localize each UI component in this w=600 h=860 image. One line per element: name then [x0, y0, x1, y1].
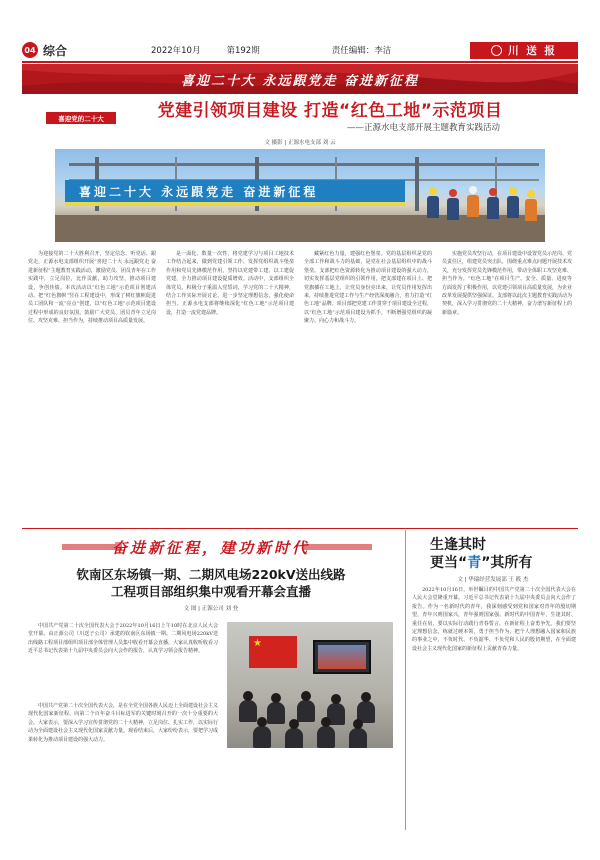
article1-text: 实施党员攻坚行动，在项目建设中设置党员示范岗、党员责任区，组建党员突击队，围绕重点难点问题开展技术攻关，充分发挥党员先锋模范作用，带动全体职工攻坚克难、担当作为。“红色工地”在项目生产、安全、质量、进度等方面发挥了积极作用，以党建引领项目高质量发展，为企业改革发展提供坚强保证。支部将以此次主题教育实践活动为契机，深入学习贯彻党的二十大精神，奋力谱写新征程上的新篇章。: [442, 251, 572, 316]
photo-banner-text: 喜迎二十大 永远跟党走 奋进新征程: [65, 180, 405, 202]
title-fragment: ”其所有: [481, 555, 533, 571]
article3-byline: 文 | 华瑞经营发展部 王 筱 杰: [457, 577, 529, 583]
article3-text: 2022年10月16日，举世瞩目的中国共产党第二十次全国代表大会在人民大会堂隆重开幕。习近平总书记代表第十九届中央委员会向大会作了报告。作为一名新时代的青年，我深刻感受到党和国家对青年的殷切期望，青年兴则国家兴，青年强则国家强。新时代的中国青年，生逢其时、重任在肩，要以实际行动践行青春誓言，在新征程上奋勇争先。我们要坚定理想信念，练就过硬本领，勇于担当作为，把个人理想融入国家和民族的事业之中，不负时代、不负韶华、不负党和人民的殷切期望，在全面建设社会主义现代化国家的新征程上贡献青春力量。: [412, 587, 576, 652]
worker-figure: [507, 187, 519, 218]
article-byline: 文 摄影 | 正源水电支部 刘 云: [264, 140, 336, 146]
article3-title: [408, 536, 578, 572]
title-fragment: 更当“: [430, 555, 468, 571]
section-name: 综合: [43, 43, 68, 58]
article2-headline-line2: 工程项目部组织集中观看开幕会直播: [110, 584, 311, 599]
editor-credit: 责任编辑：李洁: [331, 46, 392, 56]
article1-column-3: [304, 250, 432, 522]
steel-beam: [69, 163, 539, 166]
steel-column: [415, 157, 419, 211]
meeting-photo: [227, 622, 393, 748]
section-divider: [22, 528, 578, 529]
article2-byline: 文 图 | 正源公司 刘 登: [183, 606, 239, 612]
slogan-banner: [22, 64, 578, 94]
viewer-figure: [349, 728, 367, 748]
article2-column-1: [28, 622, 218, 698]
viewer-figure: [285, 728, 303, 748]
article3-title-line1: 生逢其时: [430, 537, 486, 553]
article1-text: 是一面化、数量一次性，将党建学习与项目工地技术工作结合起来，做到党建引领工作、发挥党组织战斗堡垒作用和党员先锋模范作用，坚持以党建带工建、以工建促党建，全力推动项目建设提质增效。活动中，支部组织全体党员、积极分子重温入党誓词，学习党的二十大精神，结合工作实际开展讨论，进一步坚定理想信念，强化使命担当。正源水电支部将继续深化“红色工地”示范项目建设，打造一流党建品牌。: [166, 251, 294, 316]
ground: [55, 215, 545, 242]
article2-banner-text: 奋进新征程，建功新时代: [111, 538, 310, 557]
issue-number: 第192期: [226, 46, 260, 56]
article-subhead: ——正源水电支部开展主题教育实践活动: [346, 123, 500, 133]
viewer-figure: [317, 726, 335, 748]
column-divider: [405, 530, 406, 830]
topic-badge: 喜迎党的二十大: [46, 112, 116, 124]
worker-figure: [447, 189, 459, 220]
article1-column-2: [166, 250, 294, 522]
article2-headline: [22, 566, 400, 600]
brush-stroke: [302, 544, 372, 550]
viewer-figure: [267, 702, 285, 724]
worker-figure: [427, 187, 439, 218]
article3-title-line2: [430, 554, 578, 572]
article2-text: 中国共产党第二十次全国代表大会于2022年10月16日上午10时在北京人民大会堂开幕。由正源公司（川送子公司）承建的钦南区东场镇一期、二期风电场220kV送出线路工程项目部组织项目部全体管理人员集中收看开幕会直播。大家认真收听收看习近平总书记代表第十九届中央委员会向大会作的报告，认真学习领会报告精神。: [28, 623, 218, 655]
issue-date: 2022年10月: [151, 46, 201, 56]
brand-logo: [470, 42, 578, 59]
brand-name: 川 送 报: [508, 44, 557, 57]
worker-figure: [487, 188, 499, 219]
worker-figure: [525, 190, 537, 221]
star-icon: ★: [253, 638, 262, 649]
brand-emblem-icon: [491, 45, 502, 56]
article1-column-4: [442, 250, 572, 522]
page-number: 04: [22, 42, 38, 58]
worker-figure: [467, 186, 479, 217]
article1-column-1: [28, 250, 156, 522]
article3-column: [412, 586, 576, 830]
viewer-figure: [239, 700, 257, 722]
slogan-text: 喜迎二十大 永远跟党走 奋进新征程: [180, 73, 420, 89]
article1-text: 为迎接党的二十大胜利召开，坚定信念、听党话、跟党走，正源水电支部组织开展“喜迎二十大 永远跟党走 奋进新征程”主题教育实践活动，激励党员、团员青年在工作实践中，立足岗位，比作贡献，助力攻坚，推动项目建设，争创佳绩。本次活动以“红色工地”示范项目创建活动、把“红色旗帜”竖在工程建设中，形成了树红旗帜促进员工团队和一流“亮点”创建，以“红色工地”示范项目建设过程中形成的良好氛围，鼓励广大党员、团员青年立足岗位、攻坚克难、担当作为，持续推动项目高质量发展。: [28, 251, 156, 325]
masthead: [22, 40, 578, 60]
article2-column-2: [28, 702, 218, 830]
masthead-divider: [22, 61, 578, 63]
banner-stripe: [65, 202, 405, 206]
worksite-photo: [55, 149, 545, 242]
article2-headline-line1: 钦南区东场镇一期、二期风电场220kV送出线路: [76, 567, 346, 582]
tv-screen: [313, 640, 371, 674]
article2-banner: [22, 533, 400, 561]
article-headline: 党建引领项目建设 打造“红色工地”示范项目: [157, 101, 503, 121]
article1-text: 藏紧红色力量，建强红色堡垒。党的基层组织是党的全部工作和战斗力的基础，是党在社会基层组织中的战斗堡垒。支部把红色资源转化为推动项目建设的强大动力，切实发挥基层党组织的引领作用，把支部建在项目上、把党旗插在工地上，让党员身份亮出来，让党员作用发挥出来，持续推进党建工作与生产经营深度融合，着力打造“红色工地”品牌。项目部把党建工作贯穿于项目建设全过程，以“红色工地”示范项目建设为抓手，不断增强党组织的凝聚力、向心力和战斗力。: [304, 251, 432, 325]
article2-text: 中国共产党第二十次全国代表大会，是在全党全国各族人民迈上全面建设社会主义现代化国家新征程、向第二个百年奋斗目标进军的关键时刻召开的一次十分重要的大会。大家表示，要深入学习宣传贯彻党的二十大精神，立足岗位、扎实工作，以实际行动为全面建设社会主义现代化国家贡献力量。观看结束后，大家纷纷表示，要把学习成果转化为推动项目建设的强大动力。: [28, 703, 218, 743]
title-highlight: 青: [467, 555, 482, 571]
viewer-figure: [297, 700, 315, 722]
viewer-figure: [253, 726, 271, 748]
party-flag: [249, 636, 297, 668]
